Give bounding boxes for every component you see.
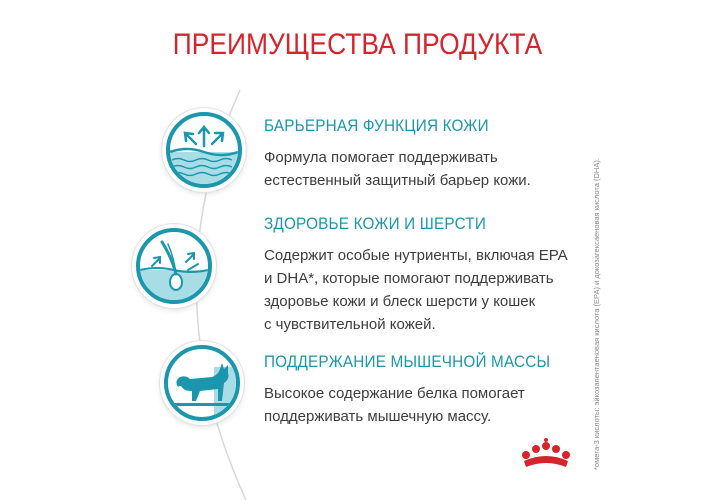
benefit-muscle-mass [264, 352, 584, 428]
benefit-line: и DHA*, которые помогают поддерживать [264, 270, 554, 287]
benefit-description [264, 382, 584, 428]
footnote: *омега-3 кислоты: эйкозапентаеновая кислота (EPA) и докозагексаеновая кислота (DHA). [592, 158, 601, 470]
benefit-skin-barrier [264, 116, 584, 192]
benefit-line: естественный защитный барьер кожи. [264, 172, 531, 189]
benefit-line: поддерживать мышечную массу. [264, 408, 492, 425]
benefit-description [264, 244, 584, 336]
skin-barrier-icon [162, 108, 246, 192]
benefit-heading: БАРЬЕРНАЯ ФУНКЦИЯ КОЖИ [264, 116, 489, 135]
benefit-line: Формула помогает поддерживать [264, 149, 498, 166]
page-title: ПРЕИМУЩЕСТВА ПРОДУКТА [172, 28, 543, 61]
benefit-line: здоровье кожи и блеск шерсти у кошек [264, 293, 536, 310]
benefit-heading: ПОДДЕРЖАНИЕ МЫШЕЧНОЙ МАССЫ [264, 352, 551, 371]
cat-muscle-icon [160, 341, 244, 425]
royal-crown-logo [520, 437, 572, 471]
benefit-line: Содержит особые нутриенты, включая EPA [264, 247, 568, 264]
benefit-description [264, 146, 584, 192]
benefit-line: с чувствительной кожей. [264, 316, 436, 333]
skin-and-hair-icon [132, 224, 216, 308]
benefit-heading: ЗДОРОВЬЕ КОЖИ И ШЕРСТИ [264, 214, 487, 233]
benefit-skin-hair-health [264, 214, 584, 336]
benefit-line: Высокое содержание белка помогает [264, 385, 525, 402]
